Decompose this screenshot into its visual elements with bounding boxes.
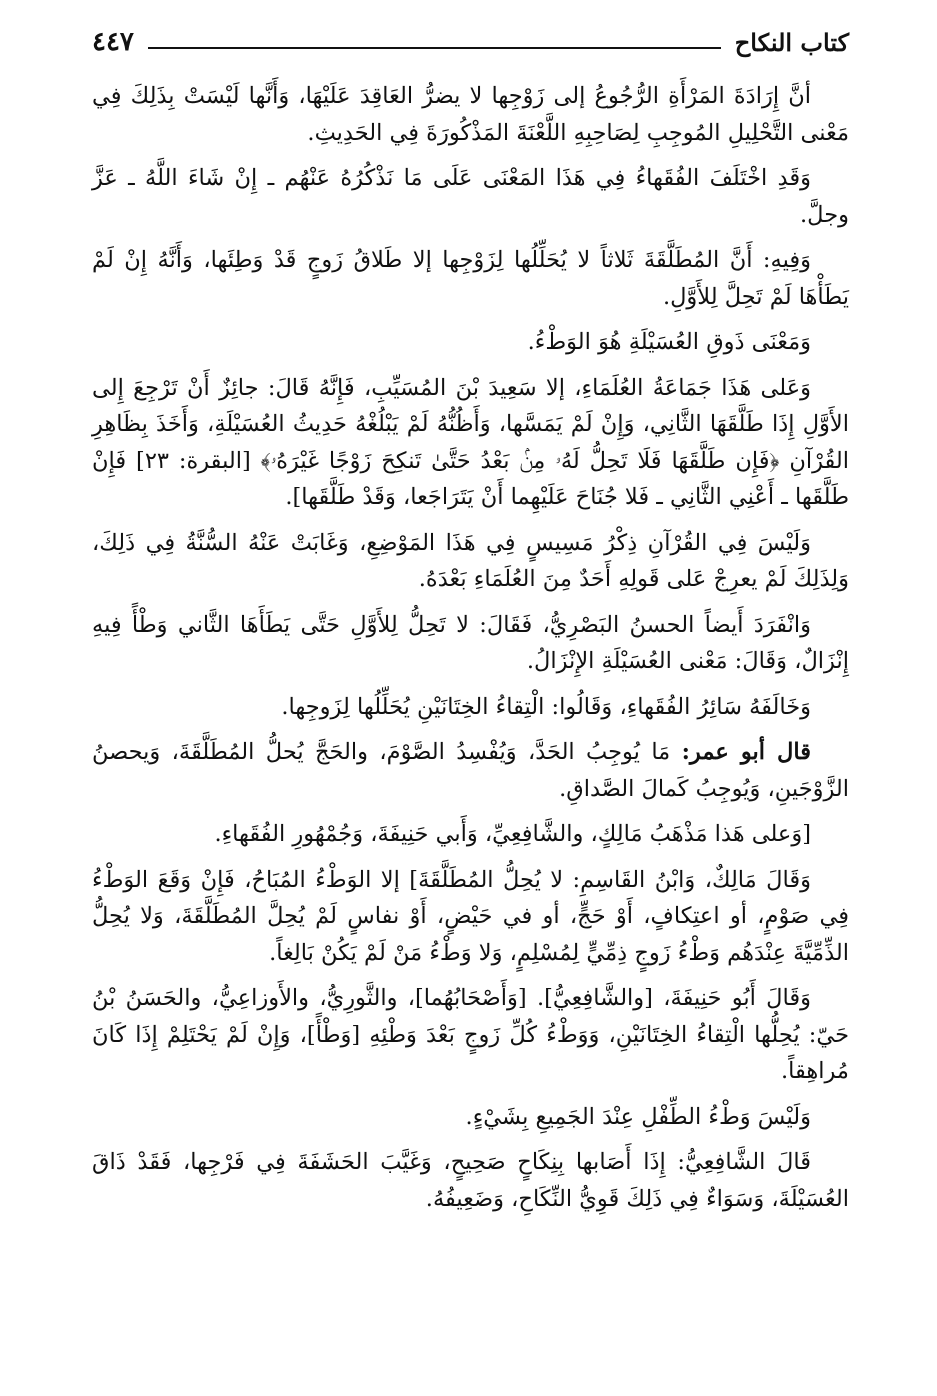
paragraph <box>92 160 849 233</box>
body-text <box>92 78 849 1217</box>
paragraph <box>92 607 849 680</box>
paragraph <box>92 862 849 972</box>
paragraph-text: وَانْفَرَدَ أَيضاً الحسنُ البَصْرِيُّ، فَقَالَ: لا تَحِلُّ لِلأَوَّلِ حَتَّى يَطَأَهَا الثَّاني وَطْأً فِيهِ إِنْزَالٌ، وَقَالَ: مَعْنى العُسَيْلَةِ الإِنْزَالُ. <box>92 611 849 674</box>
paragraph-text: وَلَيْسَ وَطْءُ الطِّفْلِ عِنْدَ الجَمِيعِ بِشَيْءٍ. <box>465 1103 811 1130</box>
paragraph-text: وَفِيهِ: أَنَّ المُطَلَّقَةَ ثَلاثاً لا يُحَلِّلُها لِزَوْجِها إلا طَلاقُ زَوجٍ قَدْ وَطِئَها، وَأَنَّهُ إِنْ لَمْ يَطَأْهَا لَمْ تَحِلَّ لِلأَوَّلِ. <box>92 247 849 310</box>
paragraph-lead: قال أبو عمر: <box>681 739 811 765</box>
paragraph-text: وَقَالَ مَالِكٌ، وَابْنُ القَاسِمِ: لا يُحِلُّ المُطَلَّقَةَ] إلا الوَطْءُ المُبَاحُ، فَإِنْ وَقَعَ الوَطْءُ فِي صَوْمٍ، أو اعتِكافٍ، أَوْ حَجٍّ، أو في حَيْضٍ، أَوْ نفاسٍ لَمْ يُحِلَّ المُطَلَّقَةَ، وَلا يُحِلُّ الذِّمِّيَّةَ عِنْدَهُم وَطْءُ زَوجٍ ذِمِّيٍّ لِمُسْلِمٍ، وَلا وَطْءُ مَنْ لَمْ يَكُنْ بَالِغاً. <box>92 866 849 966</box>
paragraph <box>92 525 849 598</box>
paragraph-text: وَقَدِ اخْتَلَفَ الفُقَهاءُ فِي هَذَا المَعْنَى عَلَى مَا نَذْكُرُهُ عَنْهُم ـ إِنْ شَاءَ اللَّهُ ـ عَزَّ وجلَّ. <box>92 165 849 228</box>
paragraph-text: مَا يُوجِبُ الحَدَّ، وَيُفْسِدُ الصَّوْمَ، والحَجَّ يُحلُّ المُطَلَّقَةَ، وَيحصنُ الزَّوْجَينِ، وَيُوجِبُ كَمالَ الصَّداقِ. <box>92 739 849 802</box>
paragraph-text: وَلَيْسَ فِي القُرْآنِ ذِكْرُ مَسِيسٍ فِي هَذَا المَوْضِعِ، وَغَابَتْ عَنْهُ السُّنَّةُ فِي ذَلِكَ، وَلِذَلِكَ لَمْ يعرِجْ عَلى قَولِهِ أَحَدٌ مِنَ العُلَمَاءِ بَعْدَهُ. <box>92 529 849 592</box>
paragraph <box>92 78 849 151</box>
paragraph <box>92 734 849 807</box>
paragraph <box>92 324 849 361</box>
paragraph <box>92 980 849 1090</box>
paragraph-text: قَالَ الشَّافِعِيُّ: إِذَا أَصَابها بِنِكَاحٍ صَحِيحٍ، وَغَيَّبَ الحَشَفَةَ فِي فَرْجِها، فَقَدْ ذَاقَ العُسَيْلَةَ، وَسَوَاءٌ فِي ذَلِكَ قَوِيُّ النِّكَاحِ، وَضَعِيفُهُ. <box>92 1149 849 1212</box>
running-title: كتاب النكاح <box>734 27 849 57</box>
paragraph <box>92 816 849 853</box>
paragraph-text: وَخَالَفَهُ سَائِرُ الفُقَهاءِ، وَقَالُوا: الْتِقاءُ الخِتَانَيْنِ يُحَلِّلُها لِزَوجِها. <box>281 693 811 720</box>
paragraph <box>92 370 849 516</box>
paragraph <box>92 689 849 726</box>
paragraph-text: وَقَالَ أَبُو حَنِيفَةَ، [والشَّافِعِيُّ]. [وَأَصْحَابُهُما]، والثَّورِيُّ، والأَوزاعِيُّ، والحَسَنُ بْنُ حَيّ: يُحِلُّها الْتِقاءُ الخِتَانَيْنِ، وَوَطْءُ كُلِّ زَوجٍ بَعْدَ وَطْئِهِ [وَطْأً]، وَإِنْ لَمْ يَحْتَلِمْ إِذَا كَانَ مُراهِقاً. <box>92 985 849 1084</box>
page-header <box>92 22 849 62</box>
paragraph-text: [وَعلى هَذا مَذْهَبُ مَالِكٍ، والشَّافِعِيِّ، وَأَبي حَنِيفَةَ، وَجُمْهُورِ الفُقَهاءِ. <box>214 821 811 847</box>
paragraph <box>92 1099 849 1136</box>
paragraph-text: أنَّ إِرَادَةَ المَرْأَةِ الرُّجُوعُ إلى زَوْجِها لا يضرُّ العَاقِدَ عَلَيْهَا، وَأَنَّها لَيْسَتْ بِذَلِكَ فِي مَعْنى التَّحْلِيلِ المُوجِبِ لِصَاحِبِهِ اللَّعْنَةَ المَذْكُورَةَ فِي الحَدِيثِ. <box>92 83 849 146</box>
book-page <box>92 22 849 1386</box>
paragraph <box>92 242 849 315</box>
header-rule <box>148 47 721 49</box>
paragraph-text: وَعَلى هَذَا جَمَاعَةُ العُلَمَاءِ، إلا سَعِيدَ بْنَ المُسَيِّبِ، فَإِنَّهُ قَالَ: جائِزٌ أَنْ تَرْجِعَ إِلى الأَوَّلِ إِذَا طَلَّقَهَا الثَّانِي، وَإِنْ لَمْ يَمَسَّها، وَأَظُنُّهُ لَمْ يَبْلُغْهُ حَدِيثُ العُسَيْلَةِ، وَأَخَذَ بِظَاهِرِ القُرْآنِ ﴿فَإِن طَلَّقَهَا فَلَا تَحِلُّ لَهُۥ مِنۢ بَعْدُ حَتَّىٰ تَنكِحَ زَوْجًا غَيْرَهُۥ﴾ [البقرة: ٢٣] فَإِنْ طَلَّقَها ـ أَعْنِي الثَّانِي ـ فَلا جُنَاحَ عَلَيْهِما أَنْ يَتَرَاجَعا، وَقَدْ طَلَّقَها]. <box>92 374 849 510</box>
paragraph-text: وَمَعْنَى ذَوقِ العُسَيْلَةِ هُوَ الوَطْءُ. <box>527 329 811 355</box>
paragraph <box>92 1144 849 1217</box>
page-number: ٤٤٧ <box>92 27 134 57</box>
